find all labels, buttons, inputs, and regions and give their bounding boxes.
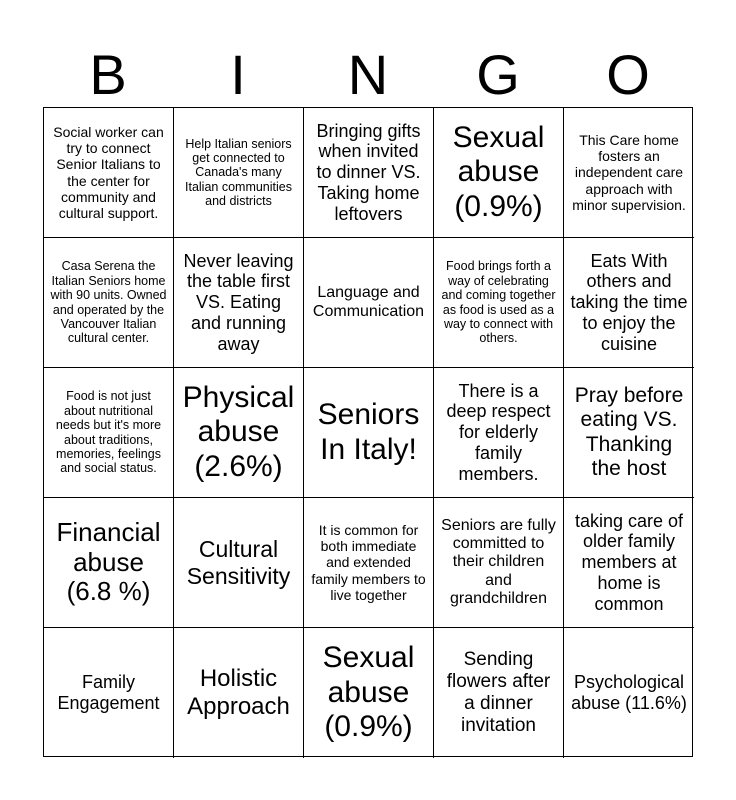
bingo-cell: Seniors In Italy! — [304, 368, 434, 498]
bingo-cell: Sending flowers after a dinner invitation — [434, 628, 564, 758]
bingo-cell: Family Engagement — [44, 628, 174, 758]
bingo-cell: Never leaving the table first VS. Eating and running away — [174, 238, 304, 368]
header-letter-o: O — [606, 43, 650, 106]
bingo-cell: Sexual abuse (0.9%) — [434, 108, 564, 238]
bingo-cell: Casa Serena the Italian Seniors home with 90 units. Owned and operated by the Vancouver Italian cultural center. — [44, 238, 174, 368]
bingo-cell: Eats With others and taking the time to enjoy the cuisine — [564, 238, 694, 368]
bingo-cell: Holistic Approach — [174, 628, 304, 758]
bingo-cell: This Care home fosters an independent care approach with minor supervision. — [564, 108, 694, 238]
bingo-cell: Seniors are fully committed to their children and grandchildren — [434, 498, 564, 628]
bingo-cell: Food brings forth a way of celebrating and coming together as food is used as a way to connect with others. — [434, 238, 564, 368]
bingo-cell: taking care of older family members at home is common — [564, 498, 694, 628]
bingo-header — [43, 44, 693, 106]
bingo-cell: Pray before eating VS. Thanking the host — [564, 368, 694, 498]
bingo-board — [43, 107, 693, 757]
bingo-cell: There is a deep respect for elderly family members. — [434, 368, 564, 498]
bingo-cell: Financial abuse (6.8 %) — [44, 498, 174, 628]
header-letter-n: N — [347, 43, 389, 106]
bingo-cell: Physical abuse (2.6%) — [174, 368, 304, 498]
bingo-cell: Bringing gifts when invited to dinner VS. Taking home leftovers — [304, 108, 434, 238]
header-letter-b: B — [89, 43, 127, 106]
bingo-cell: Language and Communication — [304, 238, 434, 368]
bingo-cell: Psychological abuse (11.6%) — [571, 672, 687, 713]
bingo-cell: Sexual abuse (0.9%) — [304, 628, 434, 758]
header-letter-i: I — [230, 43, 246, 106]
header-letter-g: G — [476, 43, 520, 106]
bingo-cell: Help Italian seniors get connected to Canada's many Italian communities and districts — [174, 108, 304, 238]
bingo-cell: Food is not just about nutritional needs but it's more about traditions, memories, feelings and social status. — [44, 368, 174, 498]
bingo-cell: Cultural Sensitivity — [174, 498, 304, 628]
bingo-cell: It is common for both immediate and extended family members to live together — [304, 498, 434, 628]
bingo-cell: Social worker can try to connect Senior Italians to the center for community and cultural support. — [44, 108, 174, 238]
